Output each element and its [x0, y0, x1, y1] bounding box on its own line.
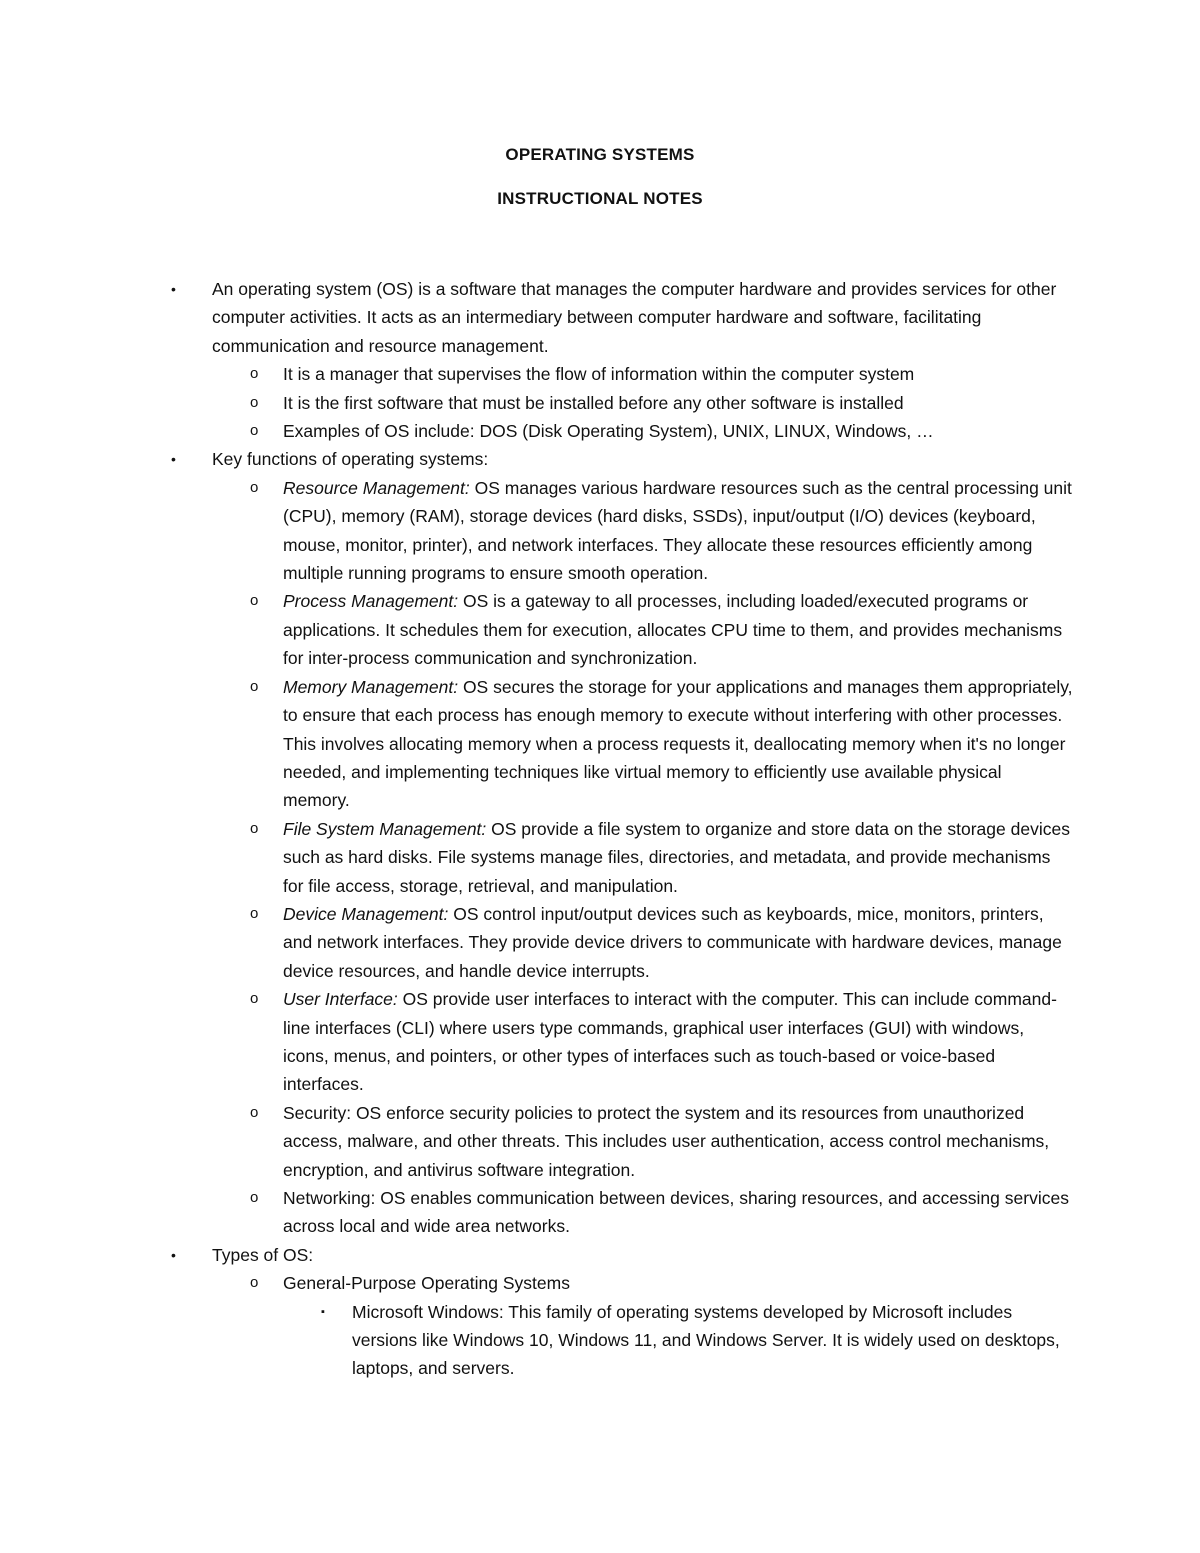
bullet-icon: •: [171, 281, 176, 297]
list-item: [0, 360, 1073, 388]
list-item: [0, 474, 1073, 588]
item-lead: User Interface:: [283, 989, 398, 1010]
item-text: Examples of OS include: DOS (Disk Operating System), UNIX, LINUX, Windows, …: [283, 421, 934, 442]
circle-bullet-icon: o: [250, 1274, 259, 1292]
item-lead: Process Management:: [283, 591, 459, 612]
circle-bullet-icon: o: [250, 819, 259, 837]
list-item: [0, 389, 1073, 417]
list-item: [0, 1298, 1072, 1383]
item-text: An operating system (OS) is a software that manages the computer hardware and provides services for other computer activities. It acts as an intermediary between computer hardware and software, facilitating communication and resource management.: [212, 279, 1057, 356]
list-item: [0, 417, 1073, 445]
item-text: General-Purpose Operating Systems: [283, 1273, 570, 1294]
circle-bullet-icon: o: [250, 904, 259, 922]
item-text: Microsoft Windows: This family of operating systems developed by Microsoft includes versions like Windows 10, Windows 11, and Windows Server. It is widely used on desktops, laptops, and servers.: [352, 1301, 1060, 1379]
list-item: [0, 985, 1073, 1099]
item-lead: File System Management:: [283, 818, 487, 839]
circle-bullet-icon: o: [250, 365, 259, 383]
item-lead: Memory Management:: [283, 676, 459, 697]
item-text: Networking: OS enables communication between devices, sharing resources, and accessing services across local and wide area networks.: [283, 1188, 1069, 1237]
circle-bullet-icon: o: [250, 1189, 259, 1206]
bullet-icon: •: [171, 1246, 176, 1263]
document-title: OPERATING SYSTEMS: [505, 145, 695, 164]
circle-bullet-icon: o: [250, 393, 259, 411]
list-item: [0, 673, 1073, 815]
list-item: [0, 1184, 1073, 1241]
list-item: [0, 1241, 1072, 1269]
document-subtitle: INSTRUCTIONAL NOTES: [497, 189, 703, 208]
list-item: [0, 445, 1072, 473]
circle-bullet-icon: o: [250, 478, 259, 496]
item-text: Security: OS enforce security policies to protect the system and its resources from unauthorized access, malware, and other threats. This includes user authentication, access control mechanisms, encryption, and antivirus software integration.: [283, 1102, 1050, 1180]
list-item: [0, 815, 1073, 900]
list-item: [0, 1099, 1073, 1184]
item-text: It is a manager that supervises the flow of information within the computer system: [283, 364, 915, 385]
item-text: OS manages various hardware resources such as the central processing unit (CPU), memory (RAM), storage devices (hard disks, SSDs), input/output (I/O) devices (keyboard, mouse, monitor, printer), and network interfaces. They allocate these resources efficiently among multiple running programs to ensure smooth operation.: [283, 477, 1072, 584]
circle-bullet-icon: o: [250, 1103, 259, 1121]
item-text: OS provide user interfaces to interact with the computer. This can include command-line interfaces (CLI) where users type commands, graphical user interfaces (GUI) with windows, icons, menus, and pointers, or other types of interfaces such as touch-based or voice-based interfaces.: [283, 989, 1057, 1095]
item-lead: Resource Management:: [283, 477, 470, 498]
item-text: OS secures the storage for your applications and manages them appropriately, to ensure that each process has enough memory to execute without interfering with other processes. This involves allocating memory when a process requests it, deallocating memory when it's no longer needed, and implementing techniques like virtual memory to efficiently use available physical memory.: [283, 676, 1073, 811]
item-text: OS provide a file system to organize and store data on the storage devices such as hard disks. File systems manage files, directories, and metadata, and provide mechanisms for file access, storage, retrieval, and manipulation.: [283, 818, 1070, 896]
bullet-icon: •: [171, 451, 176, 468]
item-text: OS control input/output devices such as keyboards, mice, monitors, printers, and network interfaces. They provide device drivers to communicate with hardware devices, manage device resources, and handle device interrupts.: [283, 903, 1062, 981]
item-text: Types of OS:: [212, 1244, 314, 1265]
item-lead: Device Management:: [283, 903, 449, 924]
item-text: It is the first software that must be installed before any other software is installed: [283, 392, 904, 413]
list-item: [0, 900, 1073, 985]
list-item: [0, 587, 1073, 672]
list-item: [0, 1269, 1073, 1297]
item-text: OS is a gateway to all processes, including loaded/executed programs or applications. It schedules them for execution, allocates CPU time to them, and provides mechanisms for inter-process communication and synchronization.: [283, 591, 1063, 669]
list-item: [0, 275, 1072, 360]
square-bullet-icon: ▪: [321, 1305, 325, 1318]
circle-bullet-icon: o: [250, 677, 259, 695]
circle-bullet-icon: o: [250, 990, 259, 1008]
item-text: Key functions of operating systems:: [212, 449, 489, 470]
notes-list: [0, 275, 1200, 1383]
circle-bullet-icon: o: [250, 592, 259, 610]
circle-bullet-icon: o: [250, 422, 259, 440]
